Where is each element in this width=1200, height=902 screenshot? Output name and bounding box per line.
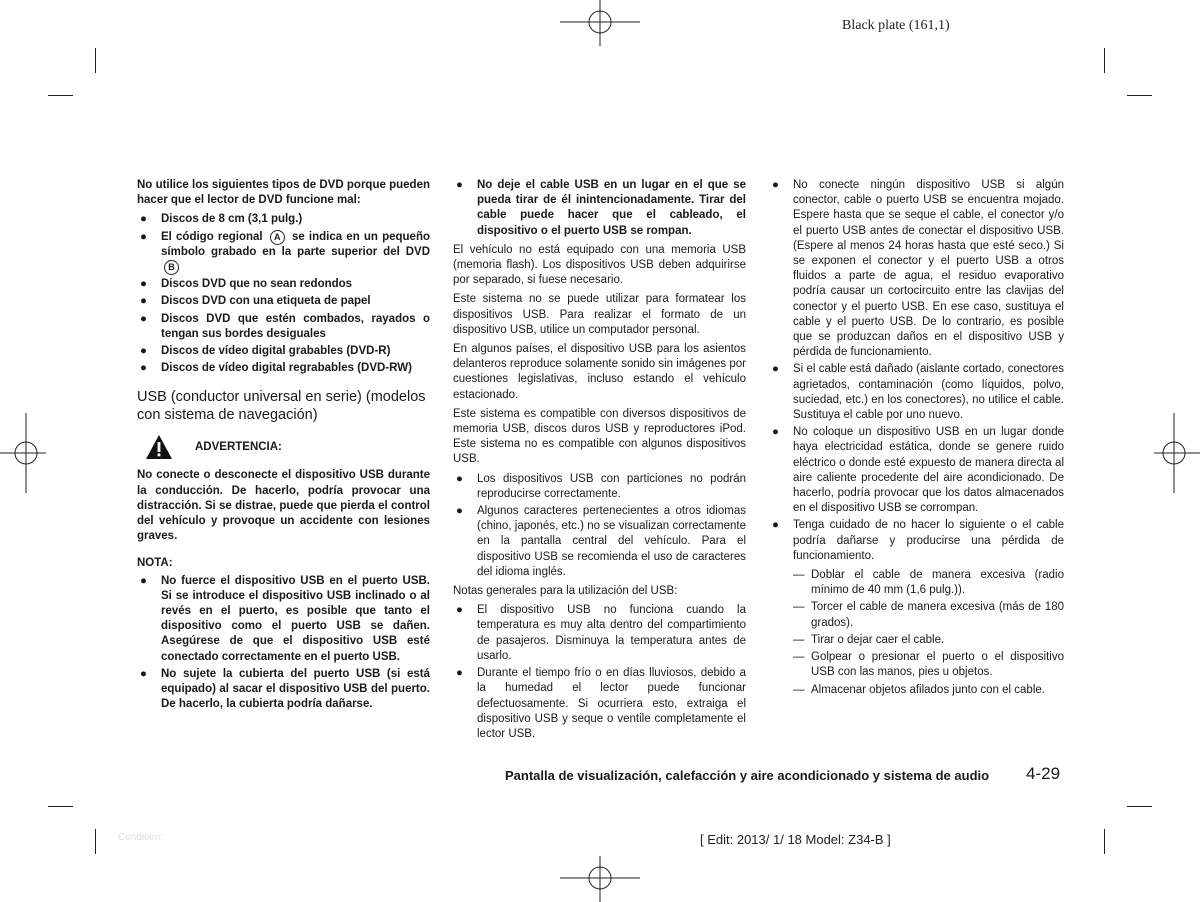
warning-icon <box>145 434 173 460</box>
list-item: ● Discos DVD que estén combados, rayados o tengan sus bordes desiguales <box>140 312 430 340</box>
list-item: — Doblar el cable de manera excesiva (radio mínimo de 40 mm (1,6 pulg.)). <box>793 569 1064 597</box>
compat-list <box>453 472 746 580</box>
warning-label: ADVERTENCIA: <box>195 440 282 453</box>
list-item: ● Discos de vídeo digital grabables (DVD-R) <box>140 345 391 358</box>
page-number: 4-29 <box>1026 764 1061 783</box>
list-item: ● El código regional A se indica en un pequeño símbolo grabado en la parte superior del DVD B <box>137 230 430 276</box>
usb-section-heading: USB (conductor universal en serie) (modelos con sistema de navegación) <box>137 389 426 424</box>
care-list <box>769 178 1064 564</box>
nota-label: NOTA: <box>137 557 173 570</box>
footer-section-title: Pantalla de visualización, calefacción y aire acondicionado y sistema de audio <box>505 768 990 783</box>
warning-header <box>137 434 430 460</box>
notes-heading: Notas generales para la utilización del USB: <box>453 585 678 598</box>
list-item: ● Discos DVD con una etiqueta de papel <box>140 295 371 308</box>
list-item: ● Discos de 8 cm (3,1 pulg.) <box>140 213 303 226</box>
list-item: — Tirar o dejar caer el cable. <box>793 633 945 646</box>
paragraph: El vehículo no está equipado con una memoria USB (memoria flash). Los dispositivos USB deben adquirirse por separado, si fuese necesario. <box>453 243 746 287</box>
column-2 <box>453 178 746 746</box>
list-item: ● Algunos caracteres pertenecientes a otros idiomas (chino, japonés, etc.) no se visualizan correctamente en la pantalla central del vehículo. Para el dispositivo USB se recomienda el uso de caracteres del idioma inglés. <box>456 505 746 578</box>
notes-list <box>453 603 746 742</box>
list-item: ● No coloque un dispositivo USB en un lugar donde haya electricidad estática, donde se genere ruido eléctrico o donde esté expuesto de manera directa al aire caliente procedente del aire acondicionado. De hacerlo, podría provocar que los datos almacenados en el dispositivo USB se corrompan. <box>772 426 1064 515</box>
registration-target-bottom-icon <box>560 856 640 902</box>
dvd-list <box>137 212 430 376</box>
registration-target-right-icon <box>1152 413 1200 493</box>
list-item: ● Si el cable está dañado (aislante cortado, conectores agrietados, contaminación (como líquidos, polvo, suciedad, etc.) en los conectores), no utilice el cable. Sustituya el cable por uno nuevo. <box>772 363 1064 422</box>
edit-info: [ Edit: 2013/ 1/ 18 Model: Z34-B ] <box>700 832 891 847</box>
list-item: ● Discos de vídeo digital regrabables (DVD-RW) <box>140 362 412 375</box>
list-item: ● No sujete la cubierta del puerto USB (si está equipado) al sacar el dispositivo USB del puerto. De hacerlo, la cubierta podría dañarse. <box>140 667 430 711</box>
plate-label: Black plate (161,1) <box>842 18 950 33</box>
list-item: ● No conecte ningún dispositivo USB si algún conector, cable o puerto USB se encuentra mojado. Espere hasta que se seque el cable, el conector y/o el puerto USB antes de conectar el dispositivo USB. (Espere al menos 24 horas hasta que esté seco.) Si se exponen el conector y el puerto USB a otros fluidos a parte de agua, el residuo evaporativo podría causar un cortocircuito entre las clavijas del conector y el puerto USB. En ese caso, sustituya el cable y el puerto USB. De lo contrario, es posible que se produzcan daños en el dispositivo USB y pérdida de funcionamiento. <box>772 179 1064 359</box>
paragraph: Este sistema no se puede utilizar para formatear los dispositivos USB. Para realizar el formato de un dispositivo USB, utilice un computador personal. <box>453 293 746 336</box>
paragraph: En algunos países, el dispositivo USB para los asientos delanteros reproduce solamente sonido sin imágenes por cuestiones legislativas, incluso estando el vehículo estacionado. <box>453 343 746 401</box>
cable-warning-list <box>453 178 746 239</box>
column-1 <box>137 178 430 716</box>
condition-label: Condition: <box>118 832 164 843</box>
list-item: ● No deje el cable USB en un lugar en el que se pueda tirar de él inintencionadamente. Tirar del cable puede hacer que el cableado, el dispositivo o el puerto USB se rompan. <box>456 179 746 237</box>
registration-target-left-icon <box>0 413 48 493</box>
list-item: ● Discos DVD que no sean redondos <box>140 278 353 291</box>
column-3 <box>769 178 1064 702</box>
nota-list <box>137 574 430 713</box>
list-item: ● No fuerce el dispositivo USB en el puerto USB. Si se introduce el dispositivo USB inclinado o al revés en el puerto, es posible que tanto el dispositivo como el puerto USB se dañen. Asegúrese de que el dispositivo USB esté conectado correctamente en el puerto USB. <box>140 574 430 663</box>
list-item: ● Tenga cuidado de no hacer lo siguiente o el cable podría dañarse y producirse una pérdida de funcionamiento. <box>772 519 1064 562</box>
list-item: ● El dispositivo USB no funciona cuando la temperatura es muy alta dentro del compartimiento de pasajeros. Disminuya la temperatura antes de usarlo. <box>456 604 746 662</box>
paragraph: Este sistema es compatible con diversos dispositivos de memoria USB, discos duros USB y reproductores iPod. Este sistema no es compatible con algunos dispositivos USB. <box>453 407 746 466</box>
list-item: ● Los dispositivos USB con particiones no podrán reproducirse correctamente. <box>456 472 746 500</box>
list-item: ● Durante el tiempo frío o en días lluviosos, debido a la humedad el lector puede funcionar defectuosamente. Si ocurriera esto, extraiga el dispositivo USB y seque o ventile completamente el lector USB. <box>456 667 746 740</box>
dash-list <box>793 568 1064 698</box>
warning-text: No conecte o desconecte el dispositivo USB durante la conducción. De hacerlo, podría provocar una distracción. Si se distrae, puede que pierda el control del vehículo y provoque un accidente con lesiones graves. <box>137 469 430 543</box>
list-item: — Almacenar objetos afilados junto con el cable. <box>793 683 1045 696</box>
list-item: — Torcer el cable de manera excesiva (más de 180 grados). <box>793 601 1064 629</box>
dvd-intro: No utilice los siguientes tipos de DVD porque pueden hacer que el lector de DVD funcione mal: <box>137 179 430 207</box>
region-b-icon: B <box>164 260 179 275</box>
registration-target-top-icon <box>560 0 640 48</box>
region-a-icon: A <box>270 230 285 245</box>
list-item: — Golpear o presionar el puerto o el dispositivo USB con las manos, pies u objetos. <box>793 651 1064 679</box>
